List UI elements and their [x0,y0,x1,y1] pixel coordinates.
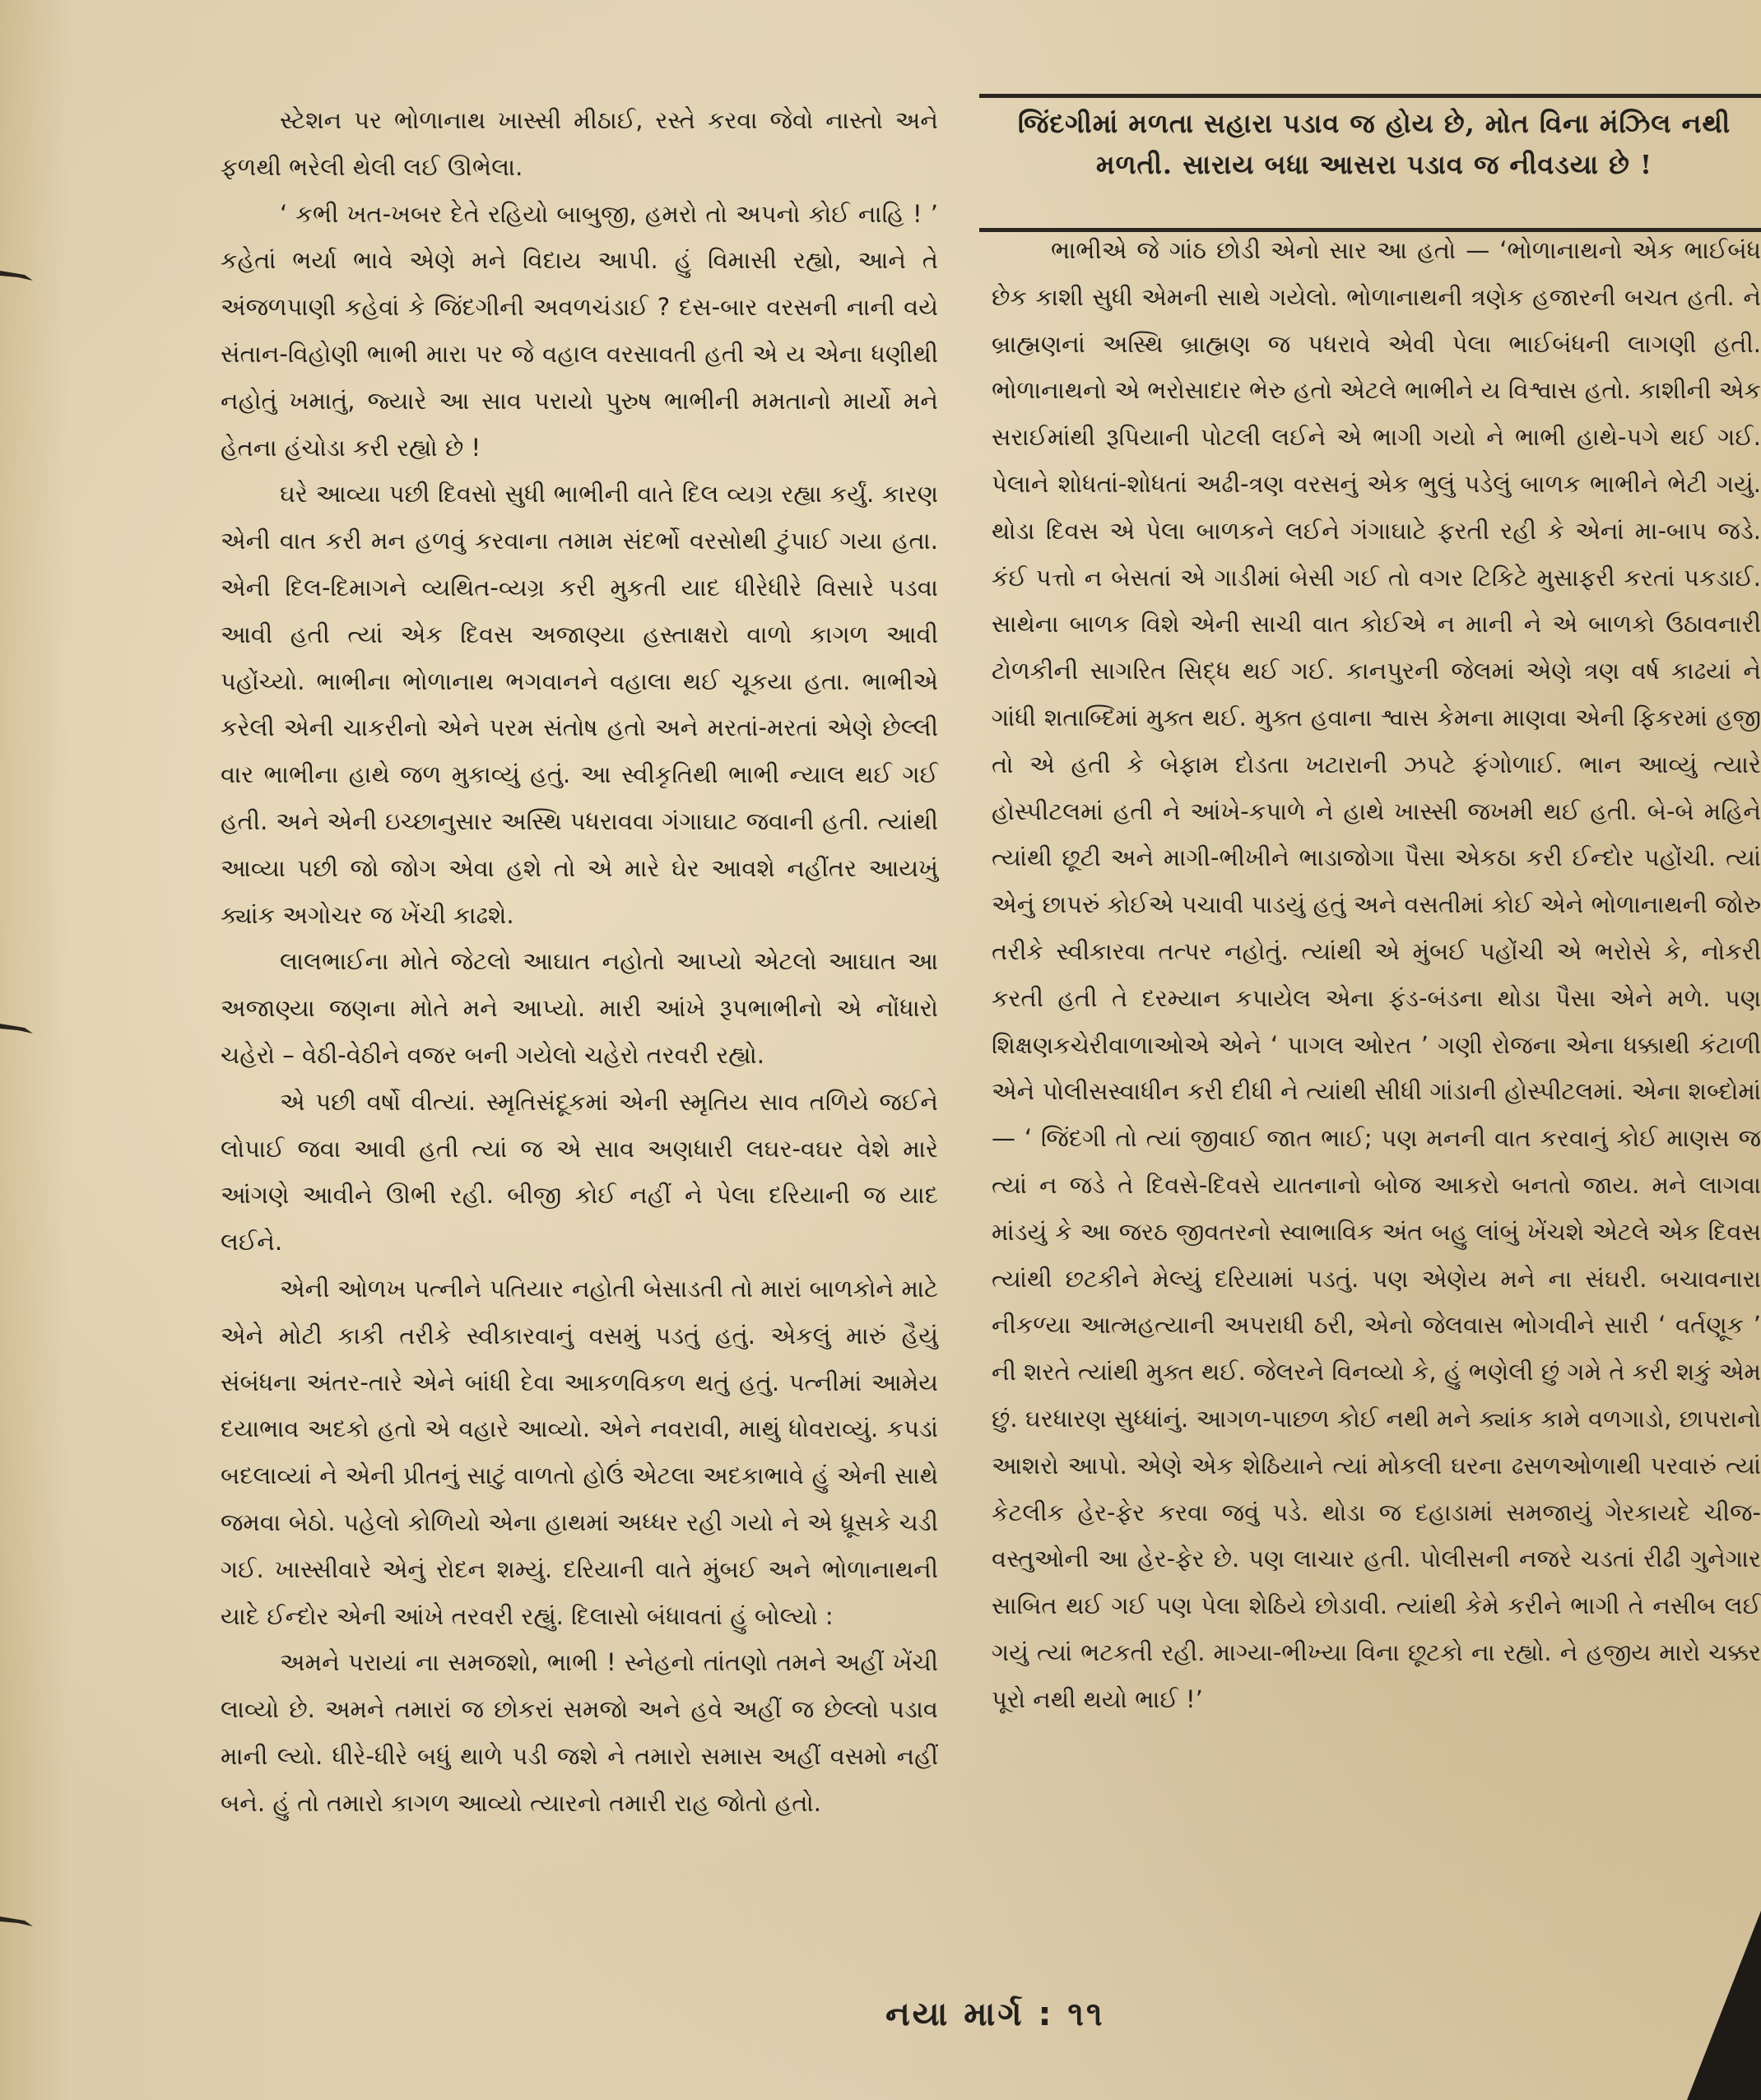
paragraph: ભાભીએ જે ગાંઠ છોડી એનો સાર આ હતો — ‘ભોળાનાથનો એક ભાઈબંધ છેક કાશી સુધી એમની સાથે ગયેલો. ભોળાનાથની ત્રણેક હજારની બચત હતી. ને બ્રાહ્મણનાં અસ્થિ બ્રાહ્મણ જ પધરાવે એવી પેલા ભાઈબંધની લાગણી હતી. ભોળાનાથનો એ ભરોસાદાર ભેરુ હતો એટલે ભાભીને ય વિશ્વાસ હતો. કાશીની એક સરાઈમાંથી રૂપિયાની પોટલી લઈને એ ભાગી ગયો ને ભાભી હાથે-પગે થઈ ગઈ. પેલાને શોધતાં-શોધતાં અઢી-ત્રણ વરસનું એક ભુલું પડેલું બાળક ભાભીને ભેટી ગયું. થોડા દિવસ એ પેલા બાળકને લઈને ગંગાઘાટે ફરતી રહી કે એનાં મા-બાપ જડે. કંઈ પત્તો ન બેસતાં એ ગાડીમાં બેસી ગઈ તો વગર ટિકિટે મુસાફરી કરતાં પકડાઈ. સાથેના બાળક વિશે એની સાચી વાત કોઈએ ન માની ને એ બાળકો ઉઠાવનારી ટોળકીની સાગરિત સિદ્ધ થઈ ગઈ. કાનપુરની જેલમાં એણે ત્રણ વર્ષ કાઢયાં ને ગાંધી શતાબ્દિમાં મુક્ત થઈ. મુક્ત હવાના શ્વાસ કેમના માણવા એની ફિકરમાં હજી તો એ હતી કે બેફામ દોડતા ખટારાની ઝપટે ફંગોળાઈ. ભાન આવ્યું ત્યારે હોસ્પીટલમાં હતી ને આંખે-કપાળે ને હાથે ખાસ્સી જખમી થઈ હતી. બે-બે મહિને ત્યાંથી છૂટી અને માગી-ભીખીને ભાડાજોગા પૈસા એકઠા કરી ઈન્દોર પહોંચી. ત્યાં એનું છાપરું કોઈએ પચાવી પાડયું હતું અને વસતીમાં કોઈ એને ભોળાનાથની જોરુ તરીકે સ્વીકારવા તત્પર નહોતું. ત્યાંથી એ મુંબઈ પહોંચી એ ભરોસે કે, નોકરી કરતી હતી તે દરમ્યાન કપાયેલ એના ફંડ-બંડના થોડા પૈસા એને મળે. પણ શિક્ષણકચેરીવાળાઓએ એને ‘ પાગલ ઓરત ’ ગણી રોજના એના ધક્કાથી કંટાળી એને પોલીસસ્વાધીન કરી દીધી ને ત્યાંથી સીધી ગાંડાની હોસ્પીટલમાં. એના શબ્દોમાં — ‘ જિંદગી તો ત્યાં જીવાઈ જાત ભાઈ; પણ મનની વાત કરવાનું કોઈ માણસ જ ત્યાં ન જડે તે દિવસે-દિવસે યાતનાનો બોજ આકરો બનતો જાય. મને લાગવા માંડયું કે આ જરઠ જીવતરનો સ્વાભાવિક અંત બહુ લાંબું ખેંચશે એટલે એક દિવસ ત્યાંથી છટકીને મેલ્યું દરિયામાં પડતું. પણ એણેય મને ના સંઘરી. બચાવનારા નીકળ્યા આત્મહત્યાની અપરાધી ઠરી, એનો જેલવાસ ભોગવીને સારી ‘ વર્તણૂક ’ ની શરતે ત્યાંથી મુક્ત થઈ. જેલરને વિનવ્યો કે, હું ભણેલી છું ગમે તે કરી શકું એમ છું. ઘરધારણ સુધ્ધાંનું. આગળ-પાછળ કોઈ નથી મને ક્યાંક કામે વળગાડો, છાપરાનો આશરો આપો. એણે એક શેઠિયાને ત્યાં મોકલી ઘરના ઢસળઓળાથી પરવારું ત્યાં કેટલીક હેર-ફેર કરવા જવું પડે. થોડા જ દહાડામાં સમજાયું ગેરકાયદે ચીજ-વસ્તુઓની આ હેર-ફેર છે. પણ લાચાર હતી. પોલીસની નજરે ચડતાં રીઢી ગુનેગાર સાબિત થઈ ગઈ પણ પેલા શેઠિયે છોડાવી. ત્યાંથી કેમે કરીને ભાગી તે નસીબ લઈ ગયું ત્યાં ભટકતી રહી. માગ્યા-ભીખ્યા વિના છૂટકો ના રહ્યો. ને હજીય મારો ચક્કર પૂરો નથી થયો ભાઈ !’ [992,236,1761,1713]
binding-hole-mark [0,267,35,282]
paragraph: અમને પરાયાં ના સમજશો, ભાભી ! સ્નેહનો તાંતણો તમને અહીં ખેંચી લાવ્યો છે. અમને તમારાં જ છોકરાં સમજો અને હવે અહીં જ છેલ્લો પડાવ માની લ્યો. ધીરે-ધીરે બધું થાળે પડી જશે ને તમારો સમાસ અહીં વસમો નહીં બને. હું તો તમારો કાગળ આવ્યો ત્યારનો તમારી રાહ જોતો હતો. [221,1648,938,1817]
binding-hole-mark [0,1913,35,1928]
right-text-column [992,227,1761,1972]
paragraph: એ પછી વર્ષો વીત્યાં. સ્મૃતિસંદૂકમાં એની સ્મૃતિય સાવ તળિયે જઈને લોપાઈ જવા આવી હતી ત્યાં જ એ સાવ અણધારી લઘર-વઘર વેશે મારે આંગણે આવીને ઊભી રહી. બીજી કોઈ નહીં ને પેલા દરિયાની જ યાદ લઈને. [221,1087,938,1257]
pull-quote-box [979,94,1761,232]
paragraph: સ્ટેશન પર ભોળાનાથ ખાસ્સી મીઠાઈ, રસ્તે કરવા જેવો નાસ્તો અને ફળથી ભરેલી થેલી લઈ ઊભેલા. [221,106,938,181]
paragraph: લાલભાઈના મોતે જેટલો આઘાત નહોતો આપ્યો એટલો આઘાત આ અજાણ્યા જણના મોતે મને આપ્યો. મારી આંખે રૂપભાભીનો એ નોંધારો ચહેરો – વેઠી-વેઠીને વજર બની ગયેલો ચહેરો તરવરી રહ્યો. [221,947,938,1069]
paragraph: ‘ કભી ખત-ખબર દેતે રહિયો બાબુજી, હમરો તો અપનો કોઈ નાહિ ! ’ કહેતાં ભર્યા ભાવે એણે મને વિદાય આપી. હું વિમાસી રહ્યો, આને તે અંજળપાણી કહેવાં કે જિંદગીની અવળચંડાઈ ? દસ-બાર વરસની નાની વયે સંતાન-વિહોણી ભાભી મારા પર જે વહાલ વરસાવતી હતી એ ય એના ધણીથી નહોતું ખમાતું, જ્યારે આ સાવ પરાયો પુરુષ ભાભીની મમતાનો માર્યો મને હેતના હંચોડા કરી રહ્યો છે ! [221,199,938,462]
page-footer: નયા માર્ગ : ૧૧ [885,1995,1105,2033]
binding-hole-mark [0,1020,35,1035]
corner-shadow [1687,1911,1761,2100]
paragraph: એની ઓળખ પત્નીને પતિયાર નહોતી બેસાડતી તો મારાં બાળકોને માટે એને મોટી કાકી તરીકે સ્વીકારવાનું વસમું પડતું હતું. એકલું મારું હૈયું સંબંધના અંતર-તારે એને બાંધી દેવા આકળવિકળ થતું હતું. પત્નીમાં આમેય દયાભાવ અદકો હતો એ વહારે આવ્યો. એને નવરાવી, માથું ધોવરાવ્યું. કપડાં બદલાવ્યાં ને એની પ્રીતનું સાટું વાળતો હોઉં એટલા અદકાભાવે હું એની સાથે જમવા બેઠો. પહેલો કોળિયો એના હાથમાં અધ્ધર રહી ગયો ને એ ધ્રૂસકે ચડી ગઈ. ખાસ્સીવારે એનું રોદન શમ્યું. દરિયાની વાતે મુંબઈ અને ભોળાનાથની યાદે ઈન્દોર એની આંખે તરવરી રહ્યું. દિલાસો બંધાવતાં હું બોલ્યો : [221,1274,938,1630]
pull-quote-text: જિંદગીમાં મળતા સહારા પડાવ જ હોય છે, મોત વિના મંઝિલ નથી મળતી. સારાય બધા આસરા પડાવ જ નીવડયા છે ! [1017,108,1731,180]
paragraph: ઘરે આવ્યા પછી દિવસો સુધી ભાભીની વાતે દિલ વ્યગ્ર રહ્યા કર્યું. કારણ એની વાત કરી મન હળવું કરવાના તમામ સંદર્ભો વરસોથી ટુંપાઈ ગયા હતા. એની દિલ-દિમાગને વ્યથિત-વ્યગ્ર કરી મુકતી યાદ ધીરેધીરે વિસારે પડવા આવી હતી ત્યાં એક દિવસ અજાણ્યા હસ્તાક્ષરો વાળો કાગળ આવી પહોંચ્યો. ભાભીના ભોળાનાથ ભગવાનને વહાલા થઈ ચૂકયા હતા. ભાભીએ કરેલી એની ચાકરીનો એને પરમ સંતોષ હતો અને મરતાં-મરતાં એણે છેલ્લી વાર ભાભીના હાથે જળ મુકાવ્યું હતું. આ સ્વીકૃતિથી ભાભી ન્યાલ થઈ ગઈ હતી. અને એની ઇચ્છાનુસાર અસ્થિ પધરાવવા ગંગાઘાટ જવાની હતી. ત્યાંથી આવ્યા પછી જો જોગ એવા હશે તો એ મારે ઘેર આવશે નહીંતર આયખું ક્યાંક અગોચર જ ખેંચી કાઢશે. [221,480,938,929]
left-text-column [221,97,938,1826]
